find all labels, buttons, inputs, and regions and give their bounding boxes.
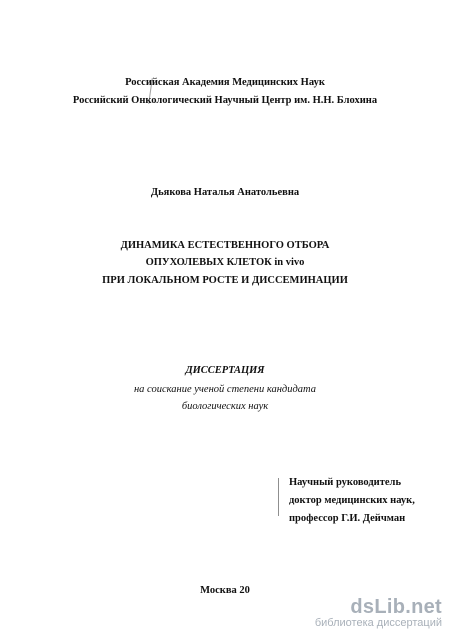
institution-name: Российский Онкологический Научный Центр им. Н.Н. Блохина	[72, 95, 378, 106]
supervisor-name: профессор Г.И. Дейчман	[289, 513, 406, 524]
degree-line-1: на соискание ученой степени кандидата	[133, 384, 317, 395]
watermark	[315, 597, 442, 630]
title-line-1: ДИНАМИКА ЕСТЕСТВЕННОГО ОТБОРА	[120, 240, 330, 251]
title-line-3: ПРИ ЛОКАЛЬНОМ РОСТЕ И ДИССЕМИНАЦИИ	[102, 275, 348, 286]
academy-name: Российская Академия Медицинских Наук	[125, 77, 325, 88]
work-type-label: ДИССЕРТАЦИЯ	[185, 365, 265, 376]
place-year: Москва 20	[200, 585, 250, 596]
scan-blur	[256, 584, 276, 596]
author-name: Дьякова Наталья Анатольевна	[150, 187, 300, 198]
watermark-subtitle: библиотека диссертаций	[314, 617, 442, 629]
scan-artifact-mark	[278, 478, 279, 516]
supervisor-label: Научный руководитель	[289, 477, 401, 488]
title-line-2: ОПУХОЛЕВЫХ КЛЕТОК in vivo	[145, 257, 305, 268]
degree-line-2: биологических наук	[181, 401, 269, 412]
supervisor-degree: доктор медицинских наук,	[289, 495, 415, 506]
watermark-brand: dsLib.net	[350, 596, 442, 618]
